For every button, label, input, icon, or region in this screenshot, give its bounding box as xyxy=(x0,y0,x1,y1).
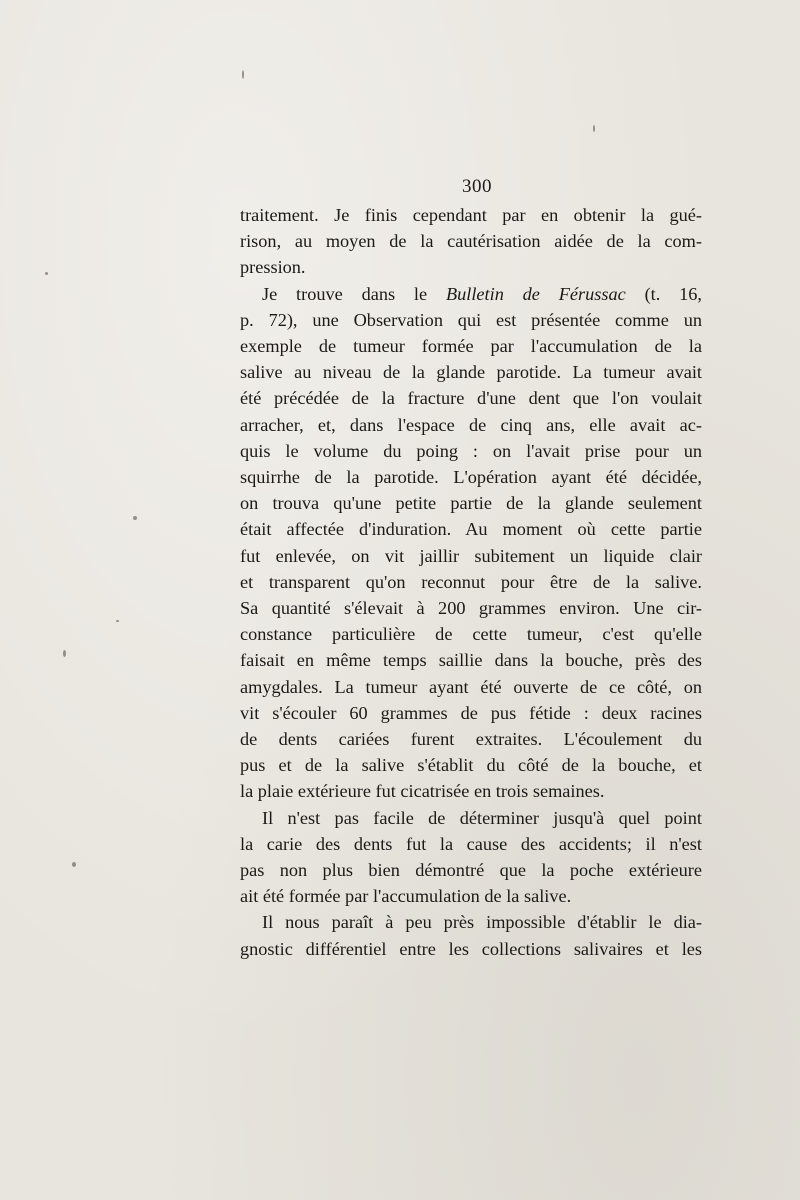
text-line: pus et de la salive s'établit du côté de la bouche, et xyxy=(240,755,702,776)
paper-speck xyxy=(133,516,137,520)
text-line: ait été formée par l'accumulation de la salive. xyxy=(240,886,572,907)
text-line: arracher, et, dans l'espace de cinq ans, elle avait ac- xyxy=(240,414,702,435)
text-line: vit s'écouler 60 grammes de pus fétide : deux racines xyxy=(240,702,702,723)
text-line: de dents cariées furent extraites. L'écoulement du xyxy=(240,729,702,750)
paper-speck xyxy=(593,125,595,132)
paper-speck xyxy=(242,70,244,79)
text-line: était affectée d'induration. Au moment où cette partie xyxy=(240,519,702,540)
text-line: on trouva qu'une petite partie de la glande seulement xyxy=(240,493,702,514)
text-line: pas non plus bien démontré que la poche extérieure xyxy=(240,860,702,881)
body-text xyxy=(240,202,702,962)
text-line: squirrhe de la parotide. L'opération ayant été décidée, xyxy=(240,467,702,488)
text-line: faisait en même temps saillie dans la bouche, près des xyxy=(240,650,702,671)
text-line: constance particulière de cette tumeur, c'est qu'elle xyxy=(240,624,702,645)
text-line: amygdales. La tumeur ayant été ouverte de ce côté, on xyxy=(240,676,702,697)
text-line: Il n'est pas facile de déterminer jusqu'à quel point xyxy=(262,807,702,828)
paper-speck xyxy=(45,272,48,275)
text-line: rison, au moyen de la cautérisation aidée de la com- xyxy=(240,231,702,252)
text-line: gnostic différentiel entre les collections salivaires et les xyxy=(240,938,702,959)
paper-speck xyxy=(116,620,119,622)
text-line: fut enlevée, on vit jaillir subitement un liquide clair xyxy=(240,545,702,566)
text-line: pression. xyxy=(240,257,306,278)
text-segment: (t. 16, xyxy=(625,283,703,304)
text-line xyxy=(240,281,702,307)
text-line: quis le volume du poing : on l'avait prise pour un xyxy=(240,440,702,461)
text-line: la plaie extérieure fut cicatrisée en trois semaines. xyxy=(240,781,605,802)
text-line: traitement. Je finis cependant par en obtenir la gué- xyxy=(240,205,702,225)
text-line: la carie des dents fut la cause des accidents; il n'est xyxy=(240,833,702,854)
journal-title: Bulletin de Férussac xyxy=(445,283,626,304)
text-line: Il nous paraît à peu près impossible d'établir le dia- xyxy=(262,912,702,933)
text-line: été précédée de la fracture d'une dent que l'on voulait xyxy=(240,388,702,409)
text-line: et transparent qu'on reconnut pour être de la salive. xyxy=(240,571,702,592)
page-number: 300 xyxy=(462,176,492,197)
text-line: Sa quantité s'élevait à 200 grammes environ. Une cir- xyxy=(240,598,702,619)
text-line: exemple de tumeur formée par l'accumulation de la xyxy=(240,336,702,357)
paper-speck xyxy=(72,862,76,867)
paper-speck xyxy=(63,650,66,657)
text-line: p. 72), une Observation qui est présentée comme un xyxy=(240,309,702,330)
text-segment: Je trouve dans le xyxy=(262,283,446,304)
text-line: salive au niveau de la glande parotide. La tumeur avait xyxy=(240,362,702,383)
